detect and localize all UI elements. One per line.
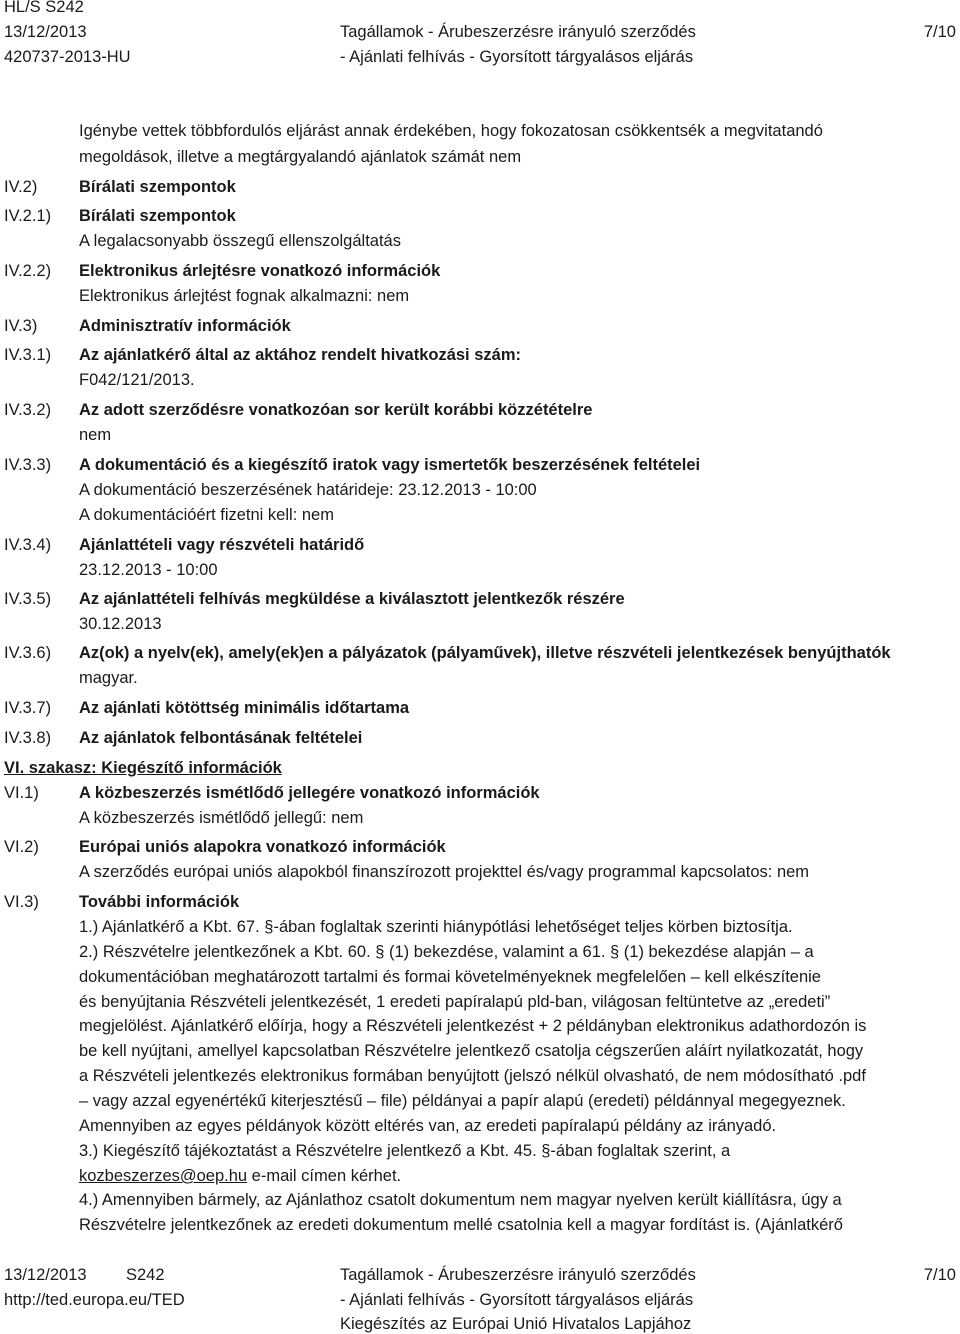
section-heading-vi: VI. szakasz: Kiegészítő információk	[4, 759, 282, 777]
info-line: Részvételre jelentkezőnek az eredeti dokumentum mellé csatolnia kell a magyar fordítást is. (Ajánlatkérő	[79, 1216, 843, 1234]
email-suffix: e-mail címen kérhet.	[247, 1167, 402, 1185]
section-number: IV.3.4)	[4, 536, 52, 554]
section-text: A dokumentációért fizetni kell: nem	[79, 506, 334, 524]
footer-page-number: 7/10	[923, 1266, 956, 1284]
section-title: Az adott szerződésre vonatkozóan sor került korábbi közzétételre	[79, 401, 593, 419]
section-title: Az(ok) a nyelv(ek), amely(ek)en a pályázatok (pályaművek), illetve részvételi jelentkezések benyújthatók	[79, 644, 891, 662]
intro-line-1: Igénybe vettek többfordulós eljárást annak érdekében, hogy fokozatosan csökkentsék a megvitatandó	[79, 122, 823, 140]
info-line: be kell nyújtani, amellyel kapcsolatban Részvételre jelentkező csatolja cégszerűen aláírt nyilatkozatát, hogy	[79, 1042, 864, 1060]
section-text: 30.12.2013	[79, 615, 162, 633]
section-title: Európai uniós alapokra vonatkozó információk	[79, 838, 446, 856]
section-number: IV.2.2)	[4, 262, 52, 280]
section-text: A közbeszerzés ismétlődő jellegű: nem	[79, 809, 364, 827]
section-number: VI.3)	[4, 893, 39, 911]
header-doc-code: HL/S S242	[4, 0, 84, 16]
section-title: Az ajánlatkérő által az aktához rendelt hivatkozási szám:	[79, 346, 521, 364]
header-title-line2: - Ajánlati felhívás - Gyorsított tárgyalásos eljárás	[340, 48, 694, 66]
info-line: 3.) Kiegészítő tájékoztatást a Részvételre jelentkező a Kbt. 45. §-ában foglaltak szerint, a	[79, 1142, 731, 1160]
section-number: IV.3)	[4, 317, 38, 335]
section-number: IV.3.5)	[4, 590, 52, 608]
intro-line-2: megoldások, illetve a megtárgyalandó ajánlatok számát nem	[79, 148, 522, 166]
section-text: A dokumentáció beszerzésének határideje: 23.12.2013 - 10:00	[79, 481, 537, 499]
section-title: A dokumentáció és a kiegészítő iratok vagy ismertetők beszerzésének feltételei	[79, 456, 701, 474]
section-title: További információk	[79, 893, 240, 911]
footer-url: http://ted.europa.eu/TED	[4, 1291, 185, 1309]
section-number: IV.3.1)	[4, 346, 52, 364]
info-line-email	[79, 1166, 401, 1186]
section-text: Elektronikus árlejtést fognak alkalmazni: nem	[79, 287, 410, 305]
section-number: IV.3.2)	[4, 401, 52, 419]
section-title: Ajánlattételi vagy részvételi határidő	[79, 536, 365, 554]
section-title: Elektronikus árlejtésre vonatkozó információk	[79, 262, 441, 280]
section-title: Az ajánlati kötöttség minimális időtartama	[79, 699, 410, 717]
info-line: Amennyiben az egyes példányok között eltérés van, az eredeti papíralapú példány az irányadó.	[79, 1117, 777, 1135]
section-number: VI.2)	[4, 838, 39, 856]
section-title: Az ajánlatok felbontásának feltételei	[79, 729, 363, 747]
footer-title-line1: Tagállamok - Árubeszerzésre irányuló szerződés	[340, 1266, 696, 1284]
footer-title-line2: - Ajánlati felhívás - Gyorsított tárgyalásos eljárás	[340, 1291, 694, 1309]
info-line: megjelölést. Ajánlatkérő előírja, hogy a Részvételi jelentkezést + 2 példányban elektronikus adathordozón is	[79, 1017, 867, 1035]
header-date: 13/12/2013	[4, 23, 87, 41]
section-text: magyar.	[79, 669, 138, 687]
section-title: Bírálati szempontok	[79, 178, 236, 196]
footer-title-line3: Kiegészítés az Európai Unió Hivatalos Lapjához	[340, 1315, 692, 1333]
info-line: – vagy azzal egyenértékű kiterjesztésű – file) példányai a papír alapú (eredeti) példánnyal megegyeznek.	[79, 1092, 846, 1110]
footer-code: S242	[126, 1266, 165, 1284]
section-title: Adminisztratív információk	[79, 317, 291, 335]
info-line: dokumentációban meghatározott tartalmi és formai követelményeknek megfelelően – kell elkészítenie	[79, 968, 821, 986]
section-number: IV.3.8)	[4, 729, 52, 747]
section-text: A legalacsonyabb összegű ellenszolgáltatás	[79, 232, 401, 250]
header-notice-id: 420737-2013-HU	[4, 48, 131, 66]
section-text: A szerződés európai uniós alapokból finanszírozott projekttel és/vagy programmal kapcsolatos: nem	[79, 863, 810, 881]
section-text: F042/121/2013.	[79, 371, 195, 389]
section-number: IV.2)	[4, 178, 38, 196]
footer-date: 13/12/2013	[4, 1266, 87, 1284]
info-line: és benyújtania Részvételi jelentkezését, 1 eredeti papíralapú pld-ban, világosan feltüntetve az „eredeti”	[79, 993, 831, 1011]
section-title: Bírálati szempontok	[79, 207, 236, 225]
section-number: IV.3.7)	[4, 699, 52, 717]
section-text: nem	[79, 426, 112, 444]
header-page-number: 7/10	[923, 23, 956, 41]
info-line: 1.) Ajánlatkérő a Kbt. 67. §-ában foglaltak szerinti hiánypótlási lehetőséget teljes körben biztosítja.	[79, 918, 793, 936]
info-line: 2.) Részvételre jelentkezőnek a Kbt. 60. § (1) bekezdése, valamint a 61. § (1) bekezdése alapján – a	[79, 943, 814, 961]
section-text: 23.12.2013 - 10:00	[79, 561, 218, 579]
section-number: IV.2.1)	[4, 207, 52, 225]
section-number: IV.3.3)	[4, 456, 52, 474]
section-number: VI.1)	[4, 784, 39, 802]
email-link[interactable]: kozbeszerzes@oep.hu	[79, 1167, 248, 1185]
section-title: A közbeszerzés ismétlődő jellegére vonatkozó információk	[79, 784, 540, 802]
header-title-line1: Tagállamok - Árubeszerzésre irányuló szerződés	[340, 23, 696, 41]
section-title: Az ajánlattételi felhívás megküldése a kiválasztott jelentkezők részére	[79, 590, 625, 608]
info-line: a Részvételi jelentkezés elektronikus formában benyújtott (jelszó nélkül olvasható, de nem módosítható .pdf	[79, 1067, 866, 1085]
info-line: 4.) Amennyiben bármely, az Ajánlathoz csatolt dokumentum nem magyar nyelven került kiállításra, úgy a	[79, 1191, 842, 1209]
section-number: IV.3.6)	[4, 644, 52, 662]
